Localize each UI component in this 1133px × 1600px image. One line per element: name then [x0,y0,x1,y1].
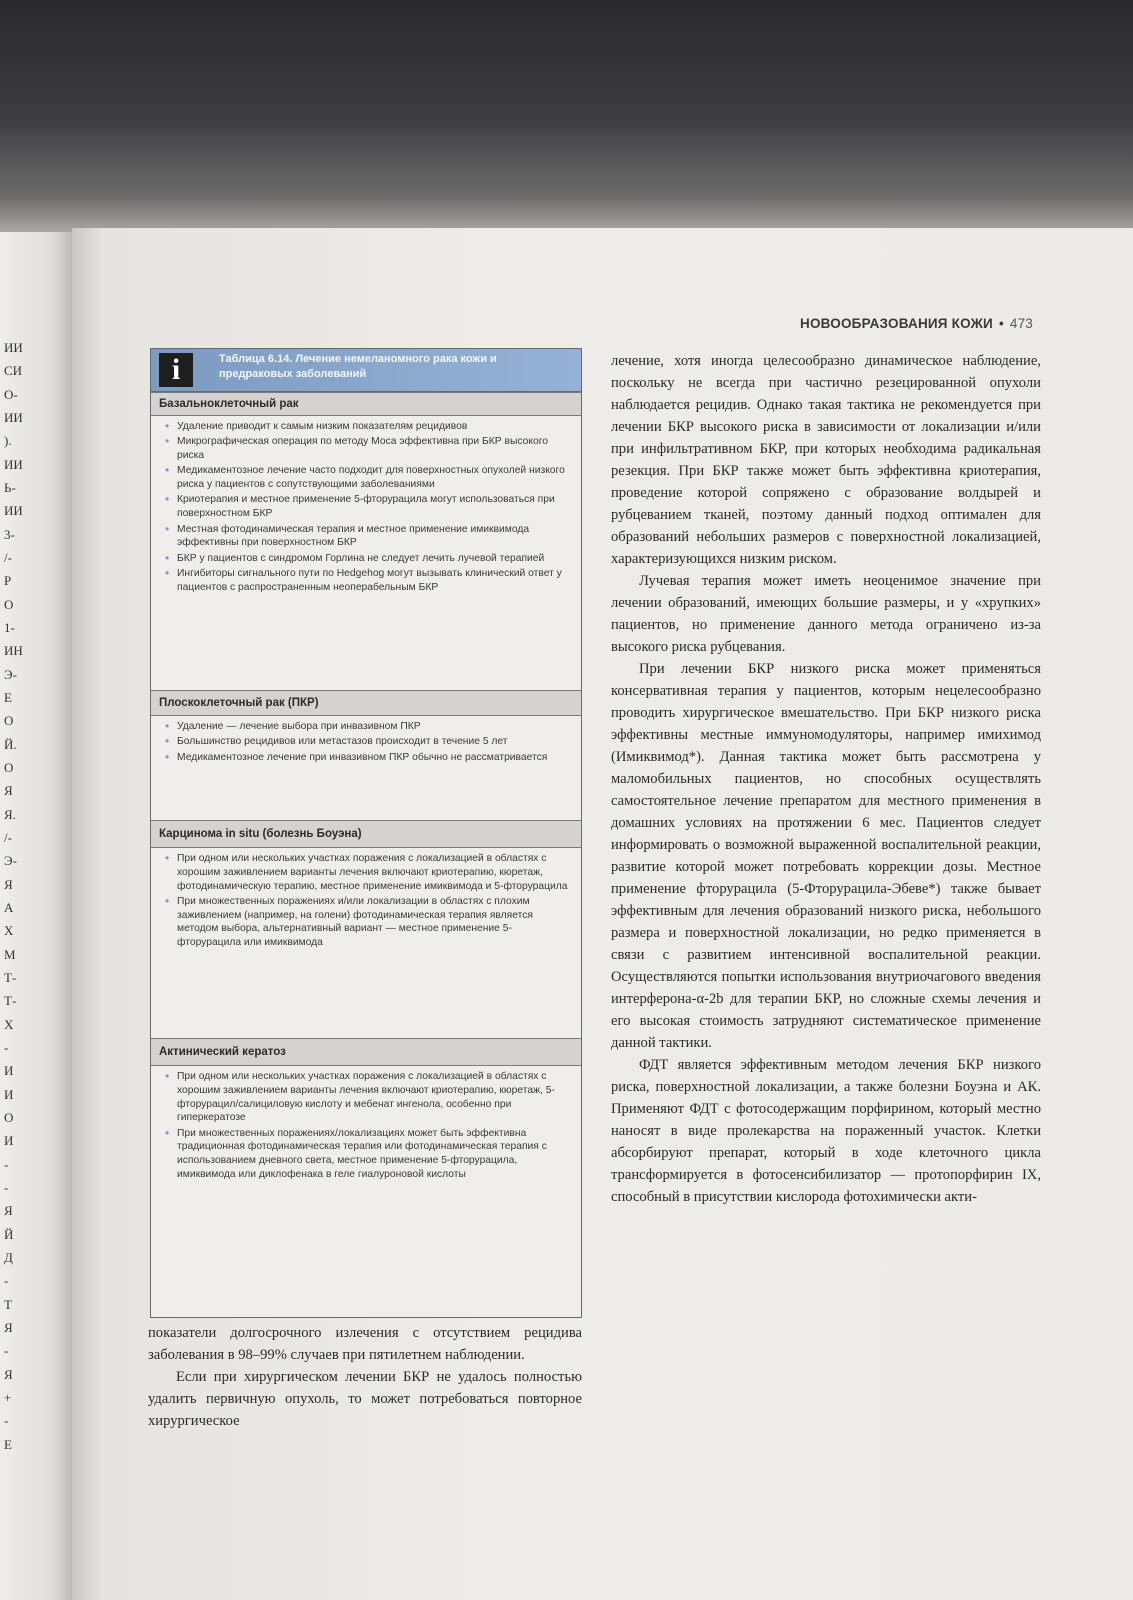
edge-fragment: Д [4,1250,13,1265]
paragraph: Если при хирургическом лечении БКР не удалось полностью удалить первичную опухоль, то может потребоваться повторное хирургическое [148,1369,582,1429]
edge-fragment: ). [4,433,12,449]
edge-fragment: Э- [4,853,17,869]
edge-fragment: Р [4,573,12,589]
list-item: • При одном или нескольких участках поражения с локализацией в областях с хорошим заживлением варианты лечения включают криотерапию, кюретаж, фотодинамическую терапию, местное применение имиквимода и 5-фторурацила [165,852,571,893]
edge-fragment: + [4,1390,12,1405]
list-item: • При одном или нескольких участках поражения с локализацией в областях с хорошим заживлением варианты лечения включают криотерапию, кюретаж, 5-фторурацил/салициловую кислоту и мебенат ингенола, особенно при гиперкератозе [165,1070,571,1125]
info-table [150,348,582,1318]
edge-fragment: Я [4,1203,13,1219]
edge-fragment: СИ [4,363,23,379]
edge-fragment: Т- [4,993,17,1009]
right-column-text [611,350,1041,1208]
paragraph: лечение, хотя иногда целесообразно динамическое наблюдение, поскольку не всегда при частично резецированной опухоли наблюдается рецидив. Однако такая тактика не рекомендуется при лечении БКР высокого риска в зависимости от локализации и/или при инфильтративном БКР, при которых необходима радикальная резекция. При БКР также может быть эффективна криотерапия, проведение которой сопряжено с образование волдырей и рубцеванием тканей, поэтому данный подход оптимален для образований небольших размеров с поверхностной локализацией, характеризующихся низким риском. [611,353,1041,567]
list-item: • Удаление приводит к самым низким показателям рецидивов [165,420,571,434]
edge-fragment: - [4,1040,9,1055]
section-body-scc [151,716,581,820]
edge-fragment: - [4,1273,9,1289]
edge-fragment: Т [4,1296,12,1312]
list-item: • БКР у пациентов с синдромом Горлина не следует лечить лучевой терапией [165,552,571,566]
paragraph: показатели долгосрочного излечения с отсутствием рецидива заболевания в 98–99% случаев при пятилетнем наблюдении. [148,1325,582,1363]
edge-fragment: О [4,713,14,729]
section-heading-bowen: Карцинома in situ (болезнь Боуэна) [151,820,581,848]
edge-fragment: ИИ [4,410,23,425]
edge-fragment: ИИ [4,456,23,472]
edge-fragment: - [4,1343,9,1359]
edge-fragment: Я [4,783,13,799]
list-item: • Микрографическая операция по методу Моса эффективна при БКР высокого риска [165,435,571,463]
edge-fragment: ИИ [4,340,23,355]
edge-fragment: И [4,1133,14,1149]
list-item: • Криотерапия и местное применение 5-фторурацила могут использоваться при поверхностном БКР [165,493,571,521]
edge-fragment: Й. [4,736,17,752]
section-heading-scc: Плоскоклеточный рак (ПКР) [151,690,581,716]
edge-fragment: - [4,1180,9,1195]
info-icon: i [159,353,193,387]
table-title: Таблица 6.14. Лечение немеланомного рака кожи и предраковых заболеваний [219,353,497,380]
edge-fragment: /- [4,830,12,845]
edge-fragment: Т- [4,970,17,985]
list-item: • Большинство рецидивов или метастазов происходит в течение 5 лет [165,735,571,749]
edge-fragment: Я [4,876,13,892]
left-column-text [148,1322,582,1432]
list-item: • При множественных поражениях и/или локализации в областях с плохим заживлением (например, на голени) фотодинамическая терапия является методом выбора, альтернативный вариант — местное применение 5-фторурацила или имиквимода [165,895,571,950]
edge-fragment: О [4,596,14,612]
edge-fragment: Ь- [4,480,16,495]
scan-shadow-top [0,0,1133,232]
edge-fragment: Я [4,1366,13,1382]
edge-fragment: Э- [4,666,17,682]
edge-fragment: ИН [4,643,23,659]
section-body-bcc [151,416,581,690]
running-header [800,316,1033,331]
edge-fragment: 1- [4,620,15,635]
edge-fragment: - [4,1156,9,1172]
edge-fragment: Е [4,1436,12,1452]
section-heading-ak: Актинический кератоз [151,1038,581,1066]
edge-fragment: О [4,1110,14,1125]
section-heading-bcc: Базальноклеточный рак [151,392,581,416]
paragraph: При лечении БКР низкого риска может применяться консервативная терапия у пациентов, которым нецелесообразно проводить хирургическое вмешательство. При БКР низкого риска эффективны местные иммуномодуляторы, например имихимод (Имиквимод*). Данная тактика может быть рассмотрена у маломобильных пациентов, но способных осуществлять самостоятельное лечение препаратом для местного применения в домашних условиях на протяжении 6 мес. Пациентов следует информировать о возможной выраженной воспалительной реакции, развитие которой может потребовать коррекции дозы. Местное применение фторурацила (5-Фторурацила-Эбеве*) также бывает эффективным для лечения образований низкого риска, небольшого размера и поверхностной локализации, но редко применяется в связи с развитием интенсивной воспалительной реакции. Осуществляются попытки использования внутриочагового введения интерферона-α-2b для терапии БКР, но сложные схемы лечения и его высокая стоимость затрудняют систематическое применение данной тактики. [611,661,1041,1051]
edge-fragment: М [4,946,16,962]
table-header [151,349,581,392]
edge-fragment: А [4,900,14,915]
list-item: • Ингибиторы сигнального пути по Hedgehog могут вызывать клинический ответ у пациентов с распространенным неоперабельным БКР [165,567,571,595]
chapter-title: НОВООБРАЗОВАНИЯ КОЖИ [800,316,993,331]
edge-fragment: О- [4,386,18,402]
edge-fragment: И [4,1086,14,1102]
list-item: • Медикаментозное лечение часто подходит для поверхностных опухолей низкого риска у пациентов с сопутствующими заболеваниями [165,464,571,492]
list-item: • При множественных поражениях/локализациях может быть эффективна традиционная фотодинамическая терапия или фотодинамическая терапия с использованием дневного света, местное применение 5-фторурацила, имиквимода или диклофенака в геле гиалуроновой кислоты [165,1127,571,1182]
paragraph: ФДТ является эффективным методом лечения БКР низкого риска, поверхностной локализации, а также болезни Боуэна и АК. Применяют ФДТ с фотосодержащим порфирином, который местно наносят в виде пролекарства на пораженный участок. Клетки абсорбируют препарат, который в ходе клеточного цикла трансформируется в фотосенсибилизатор — протопорфирин IX, способный в присутствии кислорода фотохимически акти- [611,1057,1041,1205]
edge-fragment: 3- [4,526,15,542]
section-body-bowen [151,848,581,1038]
list-item: • Удаление — лечение выбора при инвазивном ПКР [165,720,571,734]
edge-fragment: Я. [4,806,16,822]
edge-fragment: Е [4,690,12,705]
edge-fragment: Я [4,1320,13,1335]
edge-fragment: О [4,760,14,775]
header-separator: • [998,316,1004,331]
edge-fragment: Х [4,923,14,939]
edge-fragment: Й [4,1226,14,1242]
edge-fragment: /- [4,550,12,565]
section-body-ak [151,1066,581,1185]
paragraph: Лучевая терапия может иметь неоценимое значение при лечении образований, имеющих большие размеры, и у «хрупких» пациентов, но применение данного метода ограничено из-за высокого риска рубцевания. [611,573,1041,655]
edge-fragment: И [4,1063,14,1079]
list-item: • Медикаментозное лечение при инвазивном ПКР обычно не рассматривается [165,751,571,765]
page-number: 473 [1009,316,1033,331]
edge-fragment: ИИ [4,503,23,519]
edge-fragment: Х [4,1016,14,1032]
edge-fragment: - [4,1413,9,1429]
list-item: • Местная фотодинамическая терапия и местное применение имиквимода эффективны при поверхностном БКР [165,523,571,551]
